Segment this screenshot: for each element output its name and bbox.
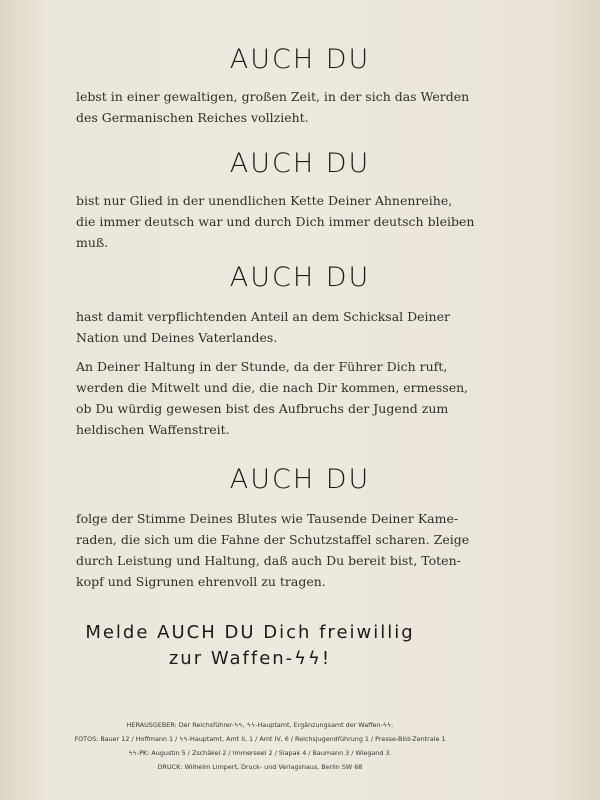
text-line: werden die Mitwelt und die, die nach Dir kommen, ermessen, [76,380,469,395]
credits-publisher: HERAUSGEBER: Der Reichsführer-ϟϟ, ϟϟ-Hauptamt, Ergänzungsamt der Waffen-ϟϟ. [126,721,394,729]
credits-print: DRUCK: Wilhelm Limpert, Druck- und Verlagshaus, Berlin SW 68 [157,763,363,771]
heading-auch-du-1: AUCH DU [229,44,371,75]
heading-auch-du-3: AUCH DU [229,262,371,293]
call-to-action [0,620,500,672]
text-line: folge der Stimme Deines Blutes wie Tausende Deiner Kame- [76,511,459,526]
heading-auch-du-4: AUCH DU [229,464,371,495]
call-line-2: zur Waffen-ϟϟ! [168,648,332,669]
heading-auch-du-2: AUCH DU [229,148,371,179]
section-4-text [76,508,470,592]
text-line: des Germanischen Reiches vollzieht. [76,110,309,125]
credits-photos-pk: ϟϟ-PK: Augustin 5 / Zschäkel 2 / Immerseel 2 / Slapak 4 / Baumann 3 / Wiegand 3. [128,749,392,757]
text-line: ob Du würdig gewesen bist des Aufbruchs der Jugend zum [76,401,449,416]
credits-block [20,718,500,774]
text-line: An Deiner Haltung in der Stunde, da der Führer Dich ruft, [76,359,448,374]
call-line-1: Melde AUCH DU Dich freiwillig [85,622,415,643]
section-2-text [76,190,475,253]
text-line: lebst in einer gewaltigen, großen Zeit, in der sich das Werden [76,89,470,104]
text-line: durch Leistung und Haltung, daß auch Du bereit bist, Toten- [76,553,461,568]
text-line: kopf und Sigrunen ehrenvoll zu tragen. [76,574,326,589]
text-line: muß. [76,235,109,250]
section-1-text [76,86,470,128]
credits-photos: FOTOS: Bauer 12 / Hoffmann 1 / ϟϟ-Hauptamt, Amt II, 1 / Amt IV, 6 / Reichsjugendführung 1 / Presse-Bild-Zentrale 1 [74,735,446,743]
text-line: Nation und Deines Vaterlandes. [76,330,278,345]
section-3-text [76,306,450,348]
text-line: die immer deutsch war und durch Dich immer deutsch bleiben [76,214,475,229]
text-line: raden, die sich um die Fahne der Schutzstaffel scharen. Zeige [76,532,470,547]
text-line: hast damit verpflichtenden Anteil an dem Schicksal Deiner [76,309,450,324]
text-line: bist nur Glied in der unendlichen Kette Deiner Ahnenreihe, [76,193,453,208]
text-line: heldischen Waffenstreit. [76,422,230,437]
section-3-extra-text [76,356,469,440]
